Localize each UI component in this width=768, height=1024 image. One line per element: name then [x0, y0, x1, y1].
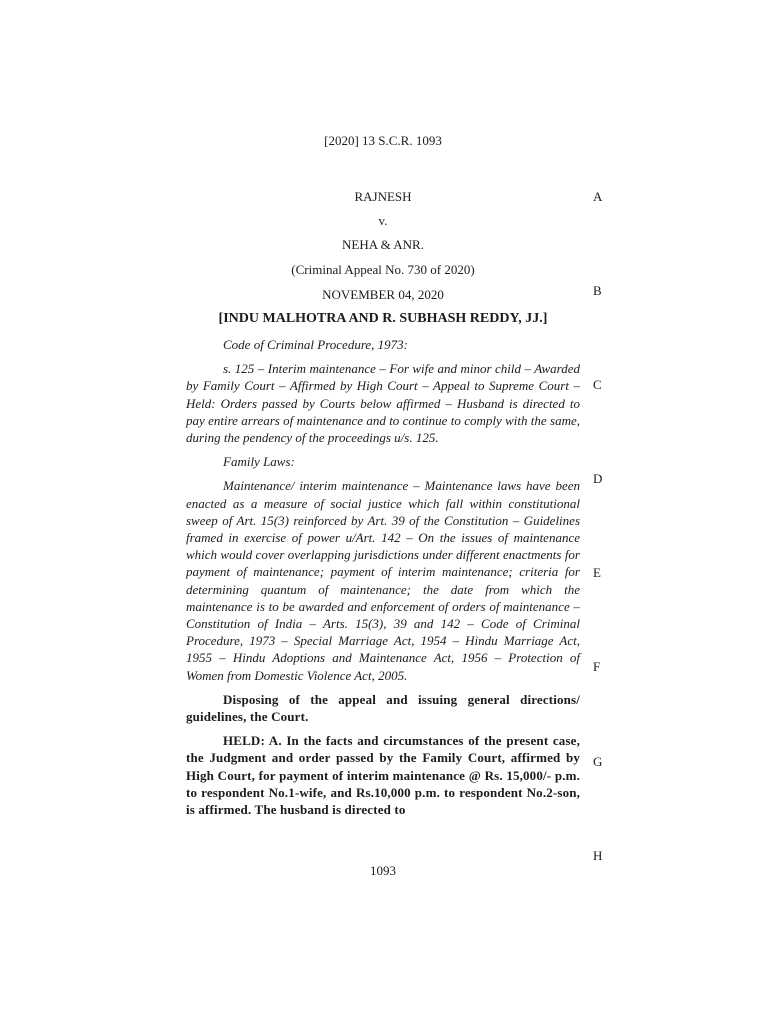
disposal-paragraph: Disposing of the appeal and issuing general directions/ guidelines, the Court. [186, 691, 580, 725]
appellant-name: RAJNESH [354, 189, 412, 204]
versus-label: v. [378, 213, 388, 228]
margin-letter-h: H [593, 848, 603, 863]
respondent-name: NEHA & ANR. [342, 237, 424, 252]
headnote-subject-family: Family Laws: [223, 454, 295, 470]
headnote-s125: s. 125 – Interim maintenance – For wife and minor child – Awarded by Family Court – Affirmed by High Court – Appeal to Supreme Court – Held: Orders passed by Courts below affirmed – Husband is directed to pay entire arrears of maintenance and to continue to comply with the same, during the pendency of the proceedings u/s. 125. [186, 361, 580, 446]
judgment-date: NOVEMBER 04, 2020 [322, 287, 444, 302]
margin-letter-g: G [593, 754, 603, 769]
margin-letter-e: E [593, 565, 601, 580]
held-paragraph: HELD: A. In the facts and circumstances of the present case, the Judgment and order passed by the Family Court, affirmed by High Court, for payment of interim maintenance @ Rs. 15,000/- p.m. to respondent No.1-wife, and Rs.10,000 p.m. to respondent No.2-son, is affirmed. The husband is directed to [186, 733, 580, 818]
appeal-number: (Criminal Appeal No. 730 of 2020) [291, 262, 475, 277]
margin-letter-a: A [593, 189, 603, 204]
headnote-body [186, 336, 580, 825]
page-number: 1093 [370, 863, 396, 878]
headnote-maintenance: Maintenance/ interim maintenance – Maintenance laws have been enacted as a measure of social justice which fall within constitutional sweep of Art. 15(3) reinforced by Art. 39 of the Constitution – Guidelines framed in exercise of power u/Art. 142 – On the issues of maintenance which would cover overlapping jurisdictions under different enactments for payment of maintenance; payment of interim maintenance; criteria for determining quantum of maintenance; the date from which the maintenance is to be awarded and enforcement of orders of maintenance – Constitution of India – Arts. 15(3), 39 and 142 – Code of Criminal Procedure, 1973 – Special Marriage Act, 1954 – Hindu Marriage Act, 1955 – Hindu Adoptions and Maintenance Act, 1956 – Protection of Women from Domestic Violence Act, 2005. [186, 478, 580, 683]
margin-letter-d: D [593, 471, 603, 486]
margin-letter-b: B [593, 283, 602, 298]
margin-letter-c: C [593, 377, 602, 392]
headnote-subject-crpc: Code of Criminal Procedure, 1973: [223, 337, 408, 352]
margin-letter-f: F [593, 659, 601, 674]
running-head: [2020] 13 S.C.R. 1093 [324, 133, 442, 148]
bench-line: [INDU MALHOTRA AND R. SUBHASH REDDY, JJ.] [218, 311, 548, 326]
